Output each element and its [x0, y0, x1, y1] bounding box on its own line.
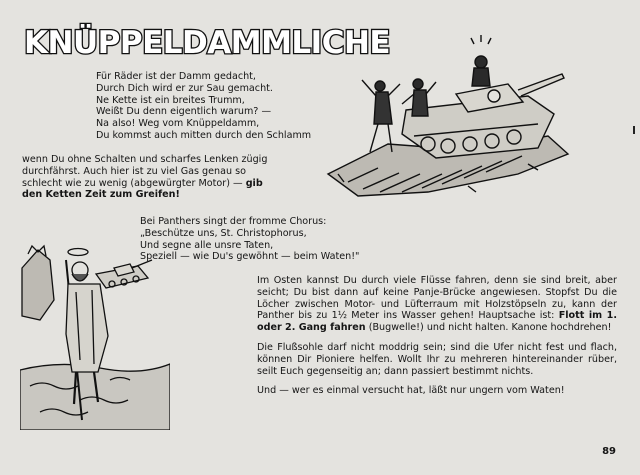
- bold-text: gib: [245, 177, 263, 189]
- text-line: durchfährst. Auch hier ist zu viel Gas genau so: [22, 165, 247, 177]
- svg-text:KNÜPPELDAMMLICHES: KNÜPPELDAMMLICHES: [24, 25, 390, 60]
- paragraph-4: Und — wer es einmal versucht hat, läßt nur ungern vom Waten!: [257, 385, 565, 397]
- bold-text: Flott im 1. oder 2. Gang fahren: [257, 310, 617, 334]
- verse-line: Und segne alle unsre Taten,: [140, 239, 274, 251]
- page-number: 89: [602, 446, 616, 457]
- verse-line: „Beschütze uns, St. Christophorus,: [140, 227, 307, 239]
- tank-on-log-road-illustration: [318, 24, 580, 200]
- verse-line: Durch Dich wird er zur Sau gemacht.: [96, 82, 273, 94]
- paragraph-1: [22, 154, 267, 201]
- st-christopher-illustration: [20, 240, 170, 430]
- verse-line: Du kommst auch mitten durch den Schlamm: [96, 129, 312, 141]
- text-line: wenn Du ohne Schalten und scharfes Lenken zügig: [22, 154, 268, 165]
- verse-2: [140, 216, 359, 263]
- verse-1: [96, 71, 311, 142]
- paragraph-2: Im Osten kannst Du durch viele Flüsse fahren, denn sie sind breit, aber seicht; Du bist dann auf keine Panje-Brücke angewiesen. Stopfst Du die Löcher zwischen Motor- und Lüfterraum mit Holzstöpseln zu, kann der Panther bis zu 1½ Meter ins Wasser gehen! Hauptsache ist: Flott im 1. oder 2. Gang fahren (Bugwelle!) und nicht halten. Kanone hochdrehen!: [257, 275, 617, 334]
- verse-line: Speziell — wie Du's gewöhnt — beim Waten!": [140, 251, 360, 263]
- verse-line: Na also! Weg vom Knüppeldamm,: [96, 118, 260, 130]
- verse-line: Ne Kette ist ein breites Trumm,: [96, 94, 245, 106]
- margin-mark: [633, 126, 635, 134]
- text-line: schlecht wie zu wenig (abgewürgter Motor) — gib: [22, 177, 263, 189]
- paragraph-3: Die Flußsohle darf nicht moddrig sein; sind die Ufer nicht fest und flach, können Dir Pioniere helfen. Wollt Ihr zu mehreren hintereinander rüber, seilt Euch gegenseitig an; dann passiert bestimmt nichts.: [257, 341, 617, 377]
- verse-line: Weißt Du denn eigentlich warum? —: [96, 106, 272, 118]
- verse-line: Für Räder ist der Damm gedacht,: [96, 71, 256, 82]
- bold-line: den Ketten Zeit zum Greifen!: [22, 189, 180, 201]
- text-block: [257, 275, 617, 405]
- verse-line: Bei Panthers singt der fromme Chorus:: [140, 216, 327, 227]
